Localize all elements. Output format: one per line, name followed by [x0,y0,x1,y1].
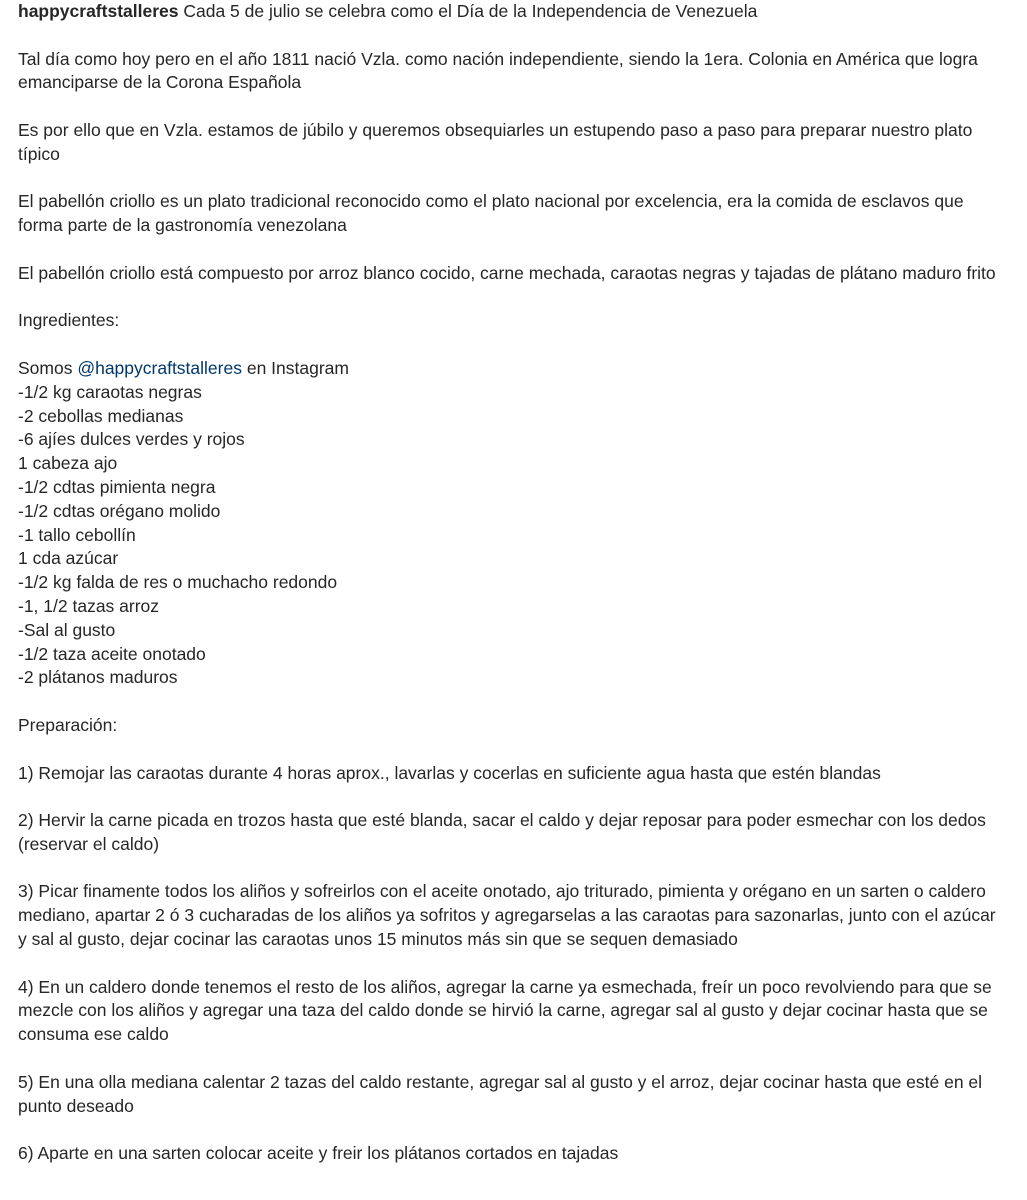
caption-first-line [18,0,1008,24]
ingredient-item: -1/2 cdtas pimienta negra [18,476,216,497]
ingredient-item: -Sal al gusto [18,619,116,640]
preparation-step: 1) Remojar las caraotas durante 4 horas aprox., lavarlas y cocerlas en suficiente agua hasta que estén blandas [18,762,881,783]
caption-paragraph: Tal día como hoy pero en el año 1811 nació Vzla. como nación independiente, siendo la 1era. Colonia en América que logra emanciparse de la Corona Española [18,48,978,93]
mention-link[interactable]: @happycraftstalleres [77,357,242,378]
caption-paragraph: Es por ello que en Vzla. estamos de júbilo y queremos obsequiarles un estupendo paso a paso para preparar nuestro plato típico [18,119,973,164]
ingredient-item: -1/2 cdtas orégano molido [18,500,221,521]
ingredient-item: -6 ajíes dulces verdes y rojos [18,429,245,450]
promo-prefix: Somos [18,357,78,378]
promo-line [18,357,1008,381]
ingredient-item: -1/2 taza aceite onotado [18,643,206,664]
preparation-step: 5) En una olla mediana calentar 2 tazas del caldo restante, agregar sal al gusto y el arroz, dejar cocinar hasta que esté en el punto deseado [18,1071,983,1116]
preparation-step: 3) Picar finamente todos los aliños y sofreirlos con el aceite onotado, ajo triturado, pimienta y orégano en un sarten o caldero mediano, apartar 2 ó 3 cucharadas de los aliños ya sofritos y agregarselas a las caraotas para sazonarlas, junto con el azúcar y sal al gusto, dejar cocinar las caraotas unos 15 minutos más sin que se sequen demasiado [18,881,996,950]
preparation-step: 6) Aparte en una sarten colocar aceite y freir los plátanos cortados en tajadas [18,1143,619,1164]
ingredient-item: 1 cabeza ajo [18,453,118,474]
ingredient-item: 1 cda azúcar [18,548,119,569]
ingredients-list [18,381,1008,690]
ingredient-item: -1/2 kg caraotas negras [18,381,202,402]
ingredient-item: -2 plátanos maduros [18,667,178,688]
caption-paragraph: El pabellón criollo está compuesto por arroz blanco cocido, carne mechada, caraotas negras y tajadas de plátano maduro frito [18,262,996,283]
ingredient-item: -1/2 kg falda de res o muchacho redondo [18,572,338,593]
ingredient-item: -1, 1/2 tazas arroz [18,595,160,616]
ingredients-heading: Ingredientes: [18,310,120,331]
username-link[interactable]: happycraftstalleres [18,1,179,21]
caption-intro-text: Cada 5 de julio se celebra como el Día de la Independencia de Venezuela [178,1,758,21]
caption-paragraph: El pabellón criollo es un plato tradicional reconocido como el plato nacional por excelencia, era la comida de esclavos que forma parte de la gastronomía venezolana [18,191,964,236]
ingredient-item: -2 cebollas medianas [18,405,184,426]
preparation-heading: Preparación: [18,714,118,735]
post-caption [18,0,1008,1166]
preparation-step: 2) Hervir la carne picada en trozos hasta que esté blanda, sacar el caldo y dejar reposar para poder esmechar con los dedos (reservar el caldo) [18,810,986,854]
promo-suffix: en Instagram [241,357,349,378]
preparation-step: 4) En un caldero donde tenemos el resto de los aliños, agregar la carne ya esmechada, freír un poco revolviendo para que se mezcle con los aliños y agregar una taza del caldo donde se hirvió la carne, agregar sal al gusto y dejar cocinar hasta que se consuma ese caldo [18,976,992,1045]
ingredient-item: -1 tallo cebollín [18,524,136,545]
